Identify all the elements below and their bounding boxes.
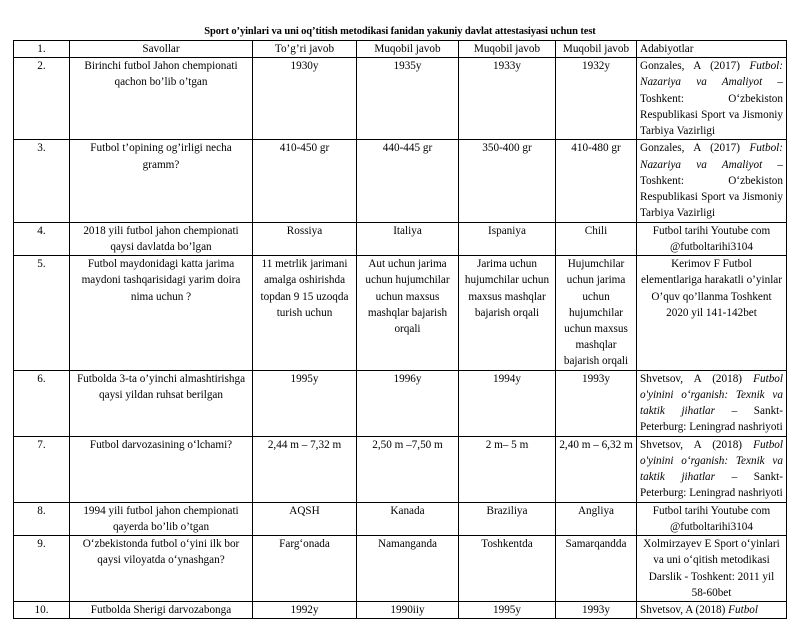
reference-text: Shvetsov, A (2018) — [640, 438, 754, 451]
table-row — [14, 502, 787, 535]
table-row — [14, 140, 787, 222]
header-references: Adabiyotlar — [637, 41, 787, 58]
alt-answer-3-cell: 410-480 gr — [556, 140, 637, 222]
row-number: 9. — [14, 536, 70, 602]
question-cell: 1994 yili futbol jahon chempionati qayerda bo’lib o’tgan — [70, 502, 253, 535]
header-correct-answer: To’g’ri javob — [253, 41, 357, 58]
test-table — [13, 40, 787, 619]
reference-text: Futbol tarihi Youtube com @futboltarihi3104 — [652, 224, 771, 253]
alt-answer-1-cell: 1935y — [357, 58, 459, 140]
correct-answer-cell: Farg‘onada — [253, 536, 357, 602]
table-row — [14, 536, 787, 602]
reference-text: – Sankt-Peterburg: Leningrad nashriyoti — [640, 405, 783, 434]
alt-answer-3-cell: 1993y — [556, 601, 637, 618]
alt-answer-1-cell: Italiya — [357, 222, 459, 255]
alt-answer-2-cell: 2 m– 5 m — [459, 436, 556, 502]
alt-answer-2-cell: Toshkentda — [459, 536, 556, 602]
reference-text: Kerimov F Futbol elementlariga harakatli o’yinlar O’quv qo’llanma Toshkent 2020 yil 141-142bet — [640, 258, 783, 319]
alt-answer-3-cell: 1932y — [556, 58, 637, 140]
reference-title: Futbol: Nazariya va Amaliyot — [640, 60, 783, 89]
table-row — [14, 58, 787, 140]
question-cell: 2018 yili futbol jahon chempionati qaysi davlatda bo’lgan — [70, 222, 253, 255]
question-cell: Futbol darvozasining o‘lchami? — [70, 436, 253, 502]
document-title: Sport o’yinlari va uni oq’titish metodikasi fanidan yakuniy davlat attestasiyasi uchun test — [204, 26, 596, 37]
header-row — [14, 41, 787, 58]
reference-text: Futbol tarihi Youtube com @futboltarihi3104 — [652, 504, 771, 533]
question-cell: Birinchi futbol Jahon chempionati qachon bo’lib o’tgan — [70, 58, 253, 140]
alt-answer-1-cell: Kanada — [357, 502, 459, 535]
reference-cell — [637, 256, 787, 371]
correct-answer-cell: 1995y — [253, 370, 357, 436]
reference-title: Futbol: Nazariya va Amaliyot — [640, 142, 783, 171]
row-number: 10. — [14, 601, 70, 618]
reference-cell — [637, 140, 787, 222]
header-number: 1. — [14, 41, 70, 58]
correct-answer-cell: 1992y — [253, 601, 357, 618]
question-cell: Futbol t’opining og’irligi necha gramm? — [70, 140, 253, 222]
table-row — [14, 256, 787, 371]
reference-cell — [637, 536, 787, 602]
alt-answer-3-cell: Hujumchilar uchun jarima uchun hujumchilar uchun maxsus mashqlar bajarish orqali — [556, 256, 637, 371]
correct-answer-cell: 1930y — [253, 58, 357, 140]
alt-answer-2-cell: 1995y — [459, 601, 556, 618]
reference-text: Gonzales, A (2017) — [640, 60, 750, 73]
question-cell: Futbolda Sherigi darvozabonga — [70, 601, 253, 618]
header-alt-answer-3: Muqobil javob — [556, 41, 637, 58]
reference-title: Futbol o'yinini o‘rganish: Texnik va taktik jihatlar — [640, 372, 783, 418]
correct-answer-cell: Rossiya — [253, 222, 357, 255]
row-number: 8. — [14, 502, 70, 535]
header-alt-answer-1: Muqobil javob — [357, 41, 459, 58]
correct-answer-cell: 11 metrlik jarimani amalga oshirishda topdan 9 15 uzoqda turish uchun — [253, 256, 357, 371]
reference-cell — [637, 370, 787, 436]
correct-answer-cell: 410-450 gr — [253, 140, 357, 222]
table-row — [14, 370, 787, 436]
alt-answer-1-cell: 440-445 gr — [357, 140, 459, 222]
reference-cell — [637, 436, 787, 502]
reference-text: – Toshkent: O‘zbekiston Respublikasi Sport va Jismoniy Tarbiya Vazirligi — [640, 76, 784, 138]
alt-answer-1-cell: Namanganda — [357, 536, 459, 602]
reference-text: Shvetsov, A (2018) — [640, 603, 729, 616]
reference-title: Futbol — [728, 603, 758, 616]
alt-answer-3-cell: Samarqandda — [556, 536, 637, 602]
alt-answer-2-cell: Ispaniya — [459, 222, 556, 255]
row-number: 5. — [14, 256, 70, 371]
reference-cell — [637, 222, 787, 255]
table-row — [14, 601, 787, 618]
alt-answer-3-cell: 2,40 m – 6,32 m — [556, 436, 637, 502]
alt-answer-2-cell: 1933y — [459, 58, 556, 140]
alt-answer-1-cell: 1990iiy — [357, 601, 459, 618]
row-number: 3. — [14, 140, 70, 222]
reference-text: Gonzales, A (2017) — [640, 142, 750, 155]
row-number: 2. — [14, 58, 70, 140]
alt-answer-2-cell: 1994y — [459, 370, 556, 436]
alt-answer-2-cell: 350-400 gr — [459, 140, 556, 222]
reference-text: – Sankt-Peterburg: Leningrad nashriyoti — [640, 471, 783, 500]
question-cell: Futbolda 3-ta o’yinchi almashtirishga qaysi yildan ruhsat berilgan — [70, 370, 253, 436]
row-number: 4. — [14, 222, 70, 255]
alt-answer-2-cell: Braziliya — [459, 502, 556, 535]
question-cell: O‘zbekistonda futbol o‘yini ilk bor qaysi viloyatda o‘ynashgan? — [70, 536, 253, 602]
question-cell: Futbol maydonidagi katta jarima maydoni tashqarisidagi yarim doira nima uchun ? — [70, 256, 253, 371]
table-row — [14, 436, 787, 502]
alt-answer-1-cell: 1996y — [357, 370, 459, 436]
alt-answer-2-cell: Jarima uchun hujumchilar uchun maxsus mashqlar bajarish orqali — [459, 256, 556, 371]
alt-answer-3-cell: Chili — [556, 222, 637, 255]
alt-answer-1-cell: Aut uchun jarima uchun hujumchilar uchun maxsus mashqlar bajarish orqali — [357, 256, 459, 371]
alt-answer-1-cell: 2,50 m –7,50 m — [357, 436, 459, 502]
alt-answer-3-cell: 1993y — [556, 370, 637, 436]
correct-answer-cell: 2,44 m – 7,32 m — [253, 436, 357, 502]
reference-cell — [637, 58, 787, 140]
alt-answer-3-cell: Angliya — [556, 502, 637, 535]
reference-cell — [637, 601, 787, 618]
correct-answer-cell: AQSH — [253, 502, 357, 535]
reference-cell — [637, 502, 787, 535]
reference-text: Xolmirzayev E Sport o‘yinlari va uni o‘qitish metodikasi Darslik - Toshkent: 2011 yil 58-60bet — [643, 538, 780, 599]
reference-text: Shvetsov, A (2018) — [640, 372, 754, 385]
header-questions: Savollar — [70, 41, 253, 58]
row-number: 6. — [14, 370, 70, 436]
header-alt-answer-2: Muqobil javob — [459, 41, 556, 58]
reference-text: – Toshkent: O‘zbekiston Respublikasi Sport va Jismoniy Tarbiya Vazirligi — [640, 158, 784, 220]
table-row — [14, 222, 787, 255]
reference-title: Futbol o'yinini o‘rganish: Texnik va taktik jihatlar — [640, 438, 783, 484]
row-number: 7. — [14, 436, 70, 502]
